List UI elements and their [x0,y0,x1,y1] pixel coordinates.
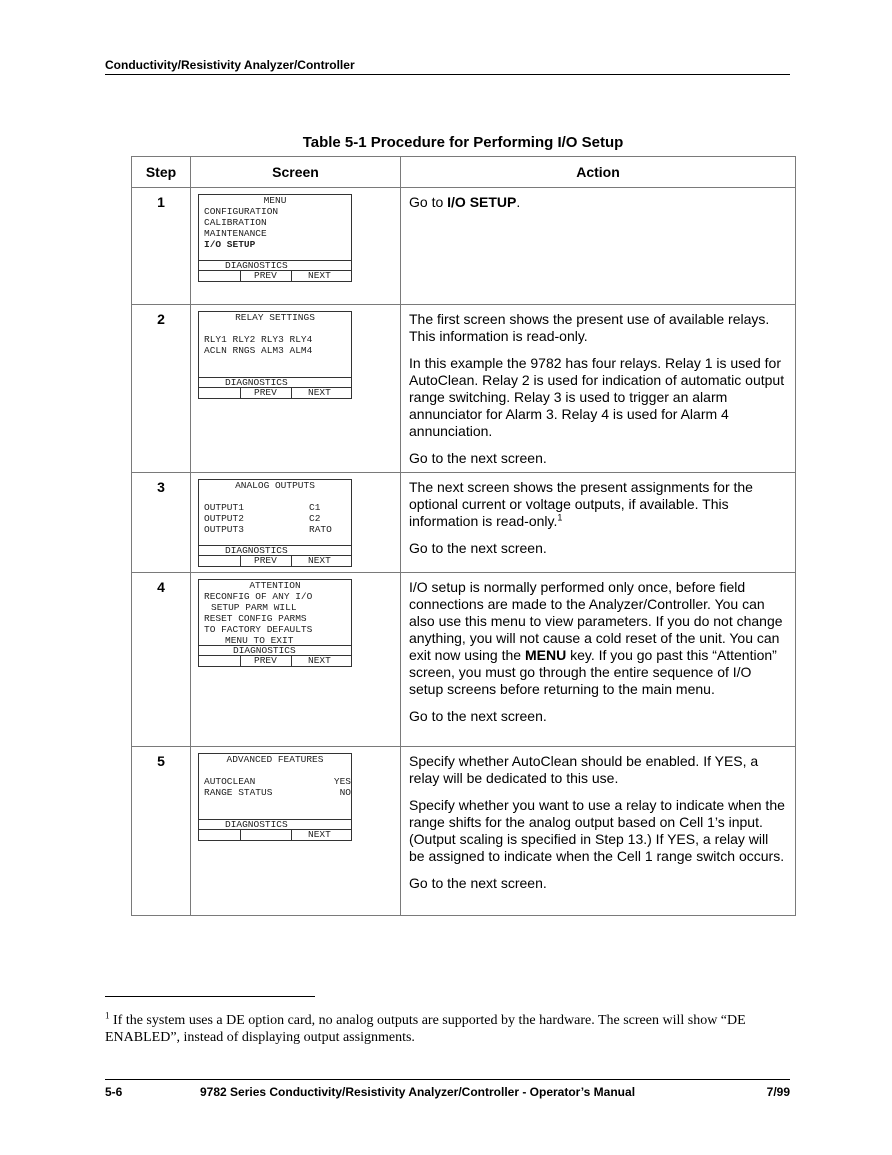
page-number: 5-6 [105,1085,123,1099]
lcd-softkeys [199,387,351,398]
action-text: Go to I/O SETUP. [409,194,521,210]
lcd-blank [199,323,351,334]
lcd-line: RECONFIG OF ANY I/O [204,591,313,602]
lcd-title: ADVANCED FEATURES [226,754,324,765]
action-cell [401,747,796,916]
lcd-line: RLY1 RLY2 RLY3 RLY4 [204,334,313,345]
lcd-line: MENU TO EXIT [225,635,294,646]
table-header-row [132,157,796,188]
screen-cell [191,573,401,747]
table-row [132,305,796,473]
lcd-line: MAINTENANCE [204,228,267,239]
running-header: Conductivity/Resistivity Analyzer/Controller [105,58,790,75]
lcd-line: TO FACTORY DEFAULTS [204,624,313,635]
softkey-prev: PREV [254,655,277,666]
action-bold-term: I/O SETUP [447,194,517,210]
softkey-prev: PREV [254,555,277,566]
lcd-line: OUTPUT3 RATO [204,524,332,535]
lcd-line: AUTOCLEAN YES [204,776,351,787]
screen-cell [191,473,401,573]
column-header-action: Action [401,157,796,188]
lcd-line: RESET CONFIG PARMS [204,613,307,624]
screen-cell [191,188,401,305]
lcd-blank [199,491,351,502]
lcd-screen-analog-outputs [198,479,352,567]
softkey-divider [291,271,292,281]
step-number: 1 [132,188,191,305]
lcd-title: ATTENTION [249,580,301,591]
action-cell [401,573,796,747]
footer-date: 7/99 [766,1085,790,1099]
softkey-divider [240,388,241,398]
action-bold-term: MENU [524,647,567,663]
softkey-divider [291,556,292,566]
lcd-softkeys [199,829,351,840]
softkey-prev: PREV [254,387,277,398]
lcd-line: OUTPUT1 C1 [204,502,321,513]
lcd-title: RELAY SETTINGS [235,312,315,323]
action-text: Go to the next screen. [409,450,547,466]
action-text: Go to the next screen. [409,875,547,891]
action-text: The first screen shows the present use of available relays. This information is read-only. [409,311,770,344]
lcd-diagnostics: DIAGNOSTICS [199,260,351,271]
page-footer [105,1079,790,1099]
softkey-next: NEXT [308,387,331,398]
screen-cell [191,305,401,473]
action-text: Specify whether AutoClean should be enabled. If YES, a relay will be dedicated to this use. [409,753,759,786]
lcd-softkeys [199,555,351,566]
lcd-line: RANGE STATUS NO [204,787,351,798]
softkey-divider [291,388,292,398]
softkey-next: NEXT [308,270,331,281]
lcd-diagnostics: DIAGNOSTICS [199,645,351,656]
lcd-blank [199,765,351,776]
lcd-line: SETUP PARM WILL [211,602,297,613]
table-caption: Table 5-1 Procedure for Performing I/O Setup [302,134,624,151]
lcd-line-selected: I/O SETUP [204,239,256,250]
action-cell [401,188,796,305]
lcd-line: CONFIGURATION [204,206,279,217]
action-text: Go to the next screen. [409,540,547,556]
softkey-divider [240,656,241,666]
lcd-diagnostics: DIAGNOSTICS [199,545,351,556]
softkey-next: NEXT [308,655,331,666]
lcd-diagnostics: DIAGNOSTICS [199,819,351,830]
action-cell [401,473,796,573]
action-text: Specify whether you want to use a relay to indicate when the range shifts for the analog output based on Cell 1’s input. (Output scaling is specified in Step 13.) If YES, a relay will be assigned to indicate when the Cell 1 range switch occurs. [409,797,785,864]
footnote-divider [105,996,315,997]
table-row [132,747,796,916]
footer-title: 9782 Series Conductivity/Resistivity Analyzer/Controller - Operator’s Manual [200,1085,636,1099]
softkey-divider [291,830,292,840]
lcd-line: OUTPUT2 C2 [204,513,321,524]
action-text: In this example the 9782 has four relays. Relay 1 is used for AutoClean. Relay 2 is used for indication of automatic output range switching. Relay 3 is used to trigger an alarm annunciator for Alarm 3. Relay 4 is used for Alarm 4 annunciation. [409,355,785,439]
lcd-screen-attention [198,579,352,667]
lcd-line: ACLN RNGS ALM3 ALM4 [204,345,313,356]
table-row [132,473,796,573]
lcd-screen-advanced-features [198,753,352,841]
lcd-diagnostics: DIAGNOSTICS [199,377,351,388]
procedure-table [131,156,796,916]
action-cell [401,305,796,473]
softkey-next: NEXT [308,555,331,566]
softkey-divider [240,556,241,566]
column-header-screen: Screen [191,157,401,188]
lcd-softkeys [199,655,351,666]
screen-cell [191,747,401,916]
action-text: Go to the next screen. [409,708,547,724]
lcd-screen-menu [198,194,352,282]
table-row [132,188,796,305]
footnote-marker: 1 [105,1010,110,1021]
softkey-divider [240,271,241,281]
footnote-reference: 1 [557,512,563,523]
table-row [132,573,796,747]
step-number: 2 [132,305,191,473]
softkey-next: NEXT [308,829,331,840]
softkey-divider [291,656,292,666]
lcd-softkeys [199,270,351,281]
lcd-line: MENU [263,195,287,206]
step-number: 5 [132,747,191,916]
footnote [105,1012,790,1046]
step-number: 3 [132,473,191,573]
softkey-prev: PREV [254,270,277,281]
lcd-title: ANALOG OUTPUTS [235,480,315,491]
column-header-step: Step [132,157,191,188]
lcd-screen-relay-settings [198,311,352,399]
lcd-line: CALIBRATION [204,217,267,228]
action-text: I/O setup is normally performed only once, before field connections are made to the Analyzer/Controller. You can also use this menu to view parameters. If you do not change anything, you will not cause a cold reset of the unit. You can exit now using the MENU key. If you go past this “Attention” screen, you must go through the entire sequence of I/O setup screens before returning to the main menu. [409,579,783,697]
footnote-text: If the system uses a DE option card, no analog outputs are supported by the hardware. The screen will show “DE ENABLED”, instead of displaying output assignments. [105,1013,746,1045]
step-number: 4 [132,573,191,747]
softkey-divider [240,830,241,840]
action-text: The next screen shows the present assignments for the optional current or voltage outputs, if available. This information is read-only.$^1$ [409,479,753,529]
